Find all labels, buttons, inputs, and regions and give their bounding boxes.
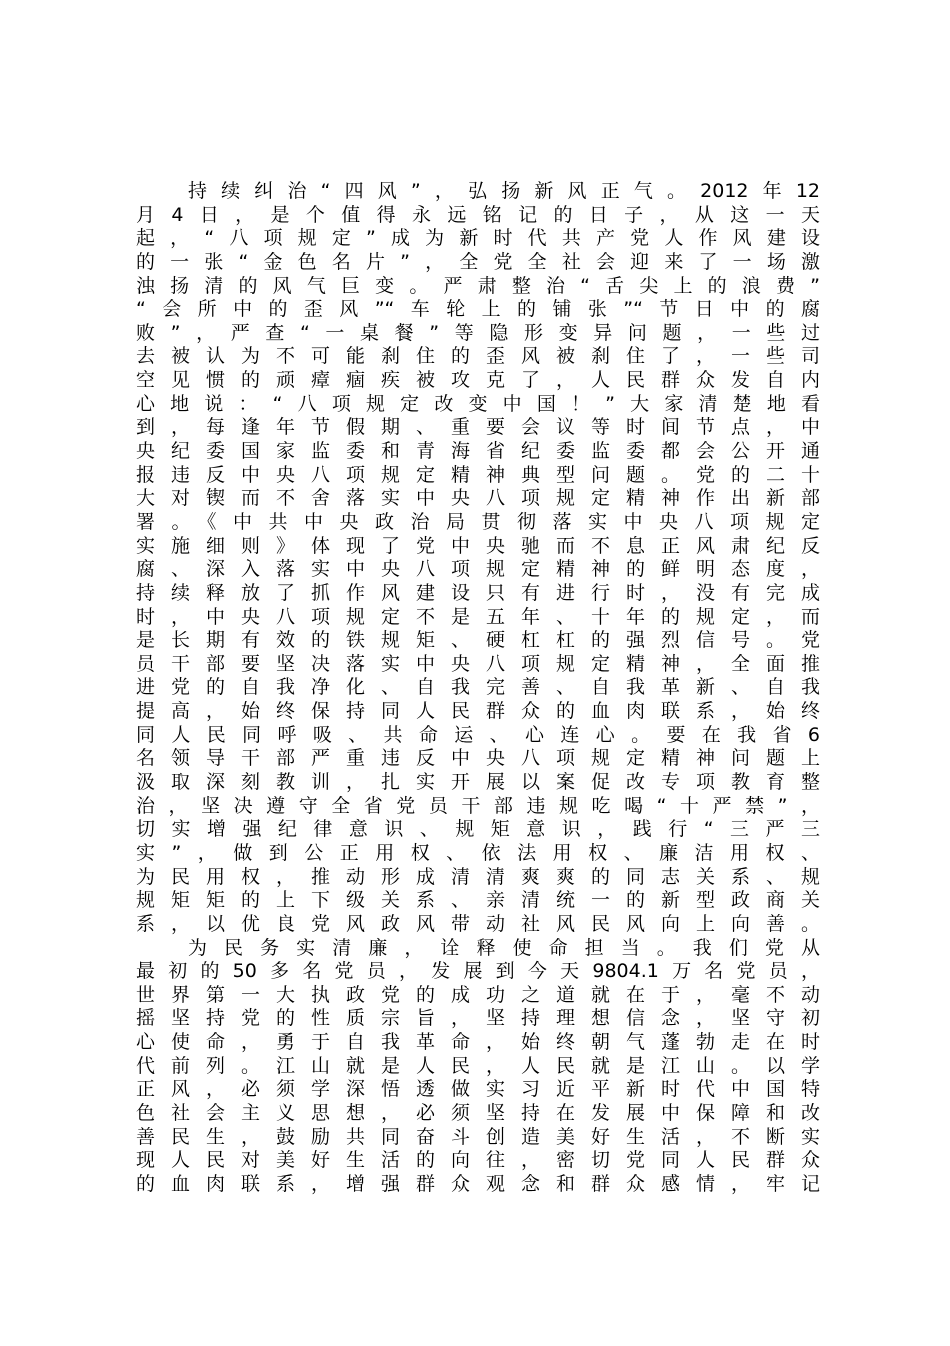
- text-line: 世界第一大执政党的成功之道就在于，毫不动: [136, 983, 820, 1006]
- text-line: 同人民同呼吸、共命运、心连心。要在我省6: [136, 723, 820, 746]
- text-line: 最初的50多名党员，发展到今天9804.1万名党员，: [136, 960, 820, 983]
- text-line: 的一张“金色名片”，全党全社会迎来了一场激: [136, 250, 820, 273]
- text-line: 摇坚持党的性质宗旨，坚持理想信念，坚守初: [136, 1007, 820, 1030]
- text-line: 汲取深刻教训，扎实开展以案促改专项教育整: [136, 771, 820, 794]
- text-line: 心使命，勇于自我革命，始终朝气蓬勃走在时: [136, 1031, 820, 1054]
- text-line: “会所中的歪风”“车轮上的铺张”“节日中的腐: [136, 298, 820, 321]
- body-text: [136, 180, 820, 1197]
- text-line: 代前列。江山就是人民，人民就是江山。以学: [136, 1054, 820, 1077]
- text-line: 持续释放了抓作风建设只有进行时，没有完成: [136, 581, 820, 604]
- text-line: 员干部要坚决落实中央八项规定精神，全面推: [136, 652, 820, 675]
- text-line: 为民务实清廉，诠释使命担当。我们党从: [188, 936, 820, 959]
- text-line: 实施细则》体现了党中央驰而不息正风肃纪反: [136, 534, 820, 557]
- text-line: 央纪委国家监委和青海省纪委监委都会公开通: [136, 440, 820, 463]
- text-line: 规矩矩的上下级关系、亲清统一的新型政商关: [136, 889, 820, 912]
- text-line: 系，以优良党风政风带动社风民风向上向善。: [136, 912, 820, 935]
- text-line: 治，坚决遵守全省党员干部违规吃喝“十严禁”，: [136, 794, 820, 817]
- text-line: 署。《中共中央政治局贯彻落实中央八项规定: [136, 510, 820, 533]
- text-line: 大对锲而不舍落实中央八项规定精神作出新部: [136, 487, 820, 510]
- text-line: 空见惯的顽瘴痼疾被攻克了，人民群众发自内: [136, 369, 820, 392]
- text-line: 正风，必须学深悟透做实习近平新时代中国特: [136, 1078, 820, 1101]
- text-line: 去被认为不可能刹住的歪风被刹住了，一些司: [136, 345, 820, 368]
- text-line: 月4日，是个值得永远铭记的日子，从这一天: [136, 203, 820, 226]
- text-line: 实”，做到公正用权、依法用权、廉洁用权、: [136, 841, 820, 864]
- text-line: 的血肉联系，增强群众观念和群众感情，牢记: [136, 1172, 820, 1195]
- text-line: 提高，始终保持同人民群众的血肉联系，始终: [136, 700, 820, 723]
- text-line: 起，“八项规定”成为新时代共产党人作风建设: [136, 227, 820, 250]
- text-line: 是长期有效的铁规矩、硬杠杠的强烈信号。党: [136, 629, 820, 652]
- text-line: 色社会主义思想，必须坚持在发展中保障和改: [136, 1101, 820, 1124]
- text-line: 进党的自我净化、自我完善、自我革新、自我: [136, 676, 820, 699]
- text-line: 到，每逢年节假期、重要会议等时间节点，中: [136, 416, 820, 439]
- text-line: 为民用权，推动形成清清爽爽的同志关系、规: [136, 865, 820, 888]
- text-line: 现人民对美好生活的向往，密切党同人民群众: [136, 1149, 820, 1172]
- text-line: 败”，严查“一桌餐”等隐形变异问题，一些过: [136, 321, 820, 344]
- text-line: 善民生，鼓励共同奋斗创造美好生活，不断实: [136, 1125, 820, 1148]
- text-line: 心地说：“八项规定改变中国！”大家清楚地看: [136, 392, 820, 415]
- text-line: 切实增强纪律意识、规矩意识，践行“三严三: [136, 818, 820, 841]
- text-line: 持续纠治“四风”，弘扬新风正气。2012年12: [188, 180, 820, 202]
- text-line: 时，中央八项规定不是五年、十年的规定，而: [136, 605, 820, 628]
- text-line: 浊扬清的风气巨变。严肃整治“舌尖上的浪费”: [136, 274, 820, 297]
- text-line: 名领导干部严重违反中央八项规定精神问题上: [136, 747, 820, 770]
- text-line: 腐、深入落实中央八项规定精神的鲜明态度，: [136, 558, 820, 581]
- text-line: 报违反中央八项规定精神典型问题。党的二十: [136, 463, 820, 486]
